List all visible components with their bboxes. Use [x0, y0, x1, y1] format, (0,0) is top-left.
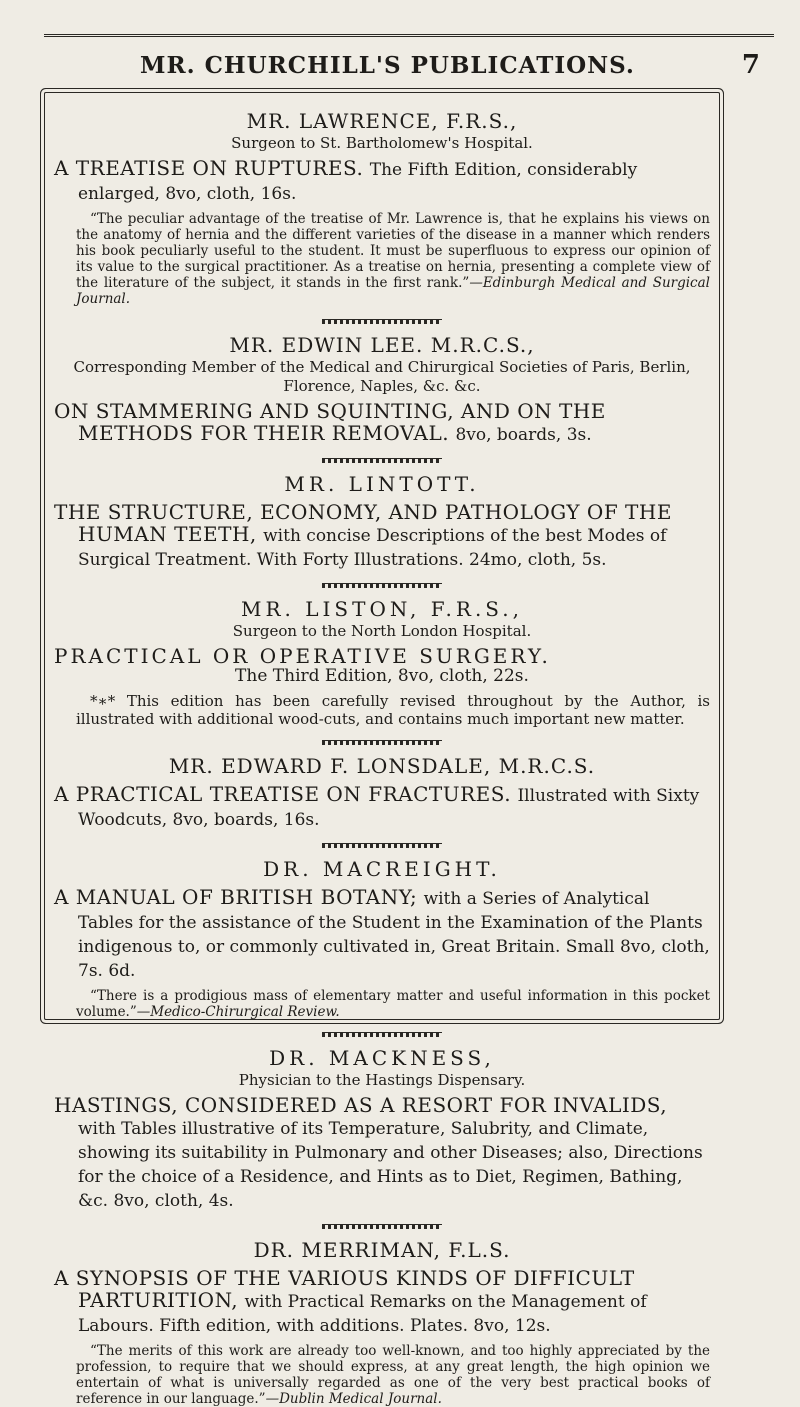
header-title: MR. CHURCHILL'S PUBLICATIONS.: [140, 52, 635, 79]
author-position: Corresponding Member of the Medical and Chirurgical Societies of Paris, Berlin, Florence, Naples, &c. &c.: [73, 358, 691, 395]
author-position: Physician to the Hastings Dispensary.: [238, 1071, 526, 1089]
book-title-main: A MANUAL OF BRITISH BOTANY;: [54, 885, 418, 909]
author-position: Surgeon to the North London Hospital.: [232, 622, 532, 640]
edition-note: *∗* This edition has been carefully revised throughout by the Author, is illustrated with additional wood-cuts, and contains much important new matter.: [76, 692, 710, 728]
book-title-main: A SYNOPSIS OF THE VARIOUS KINDS OF DIFFICULT PARTURITION,: [54, 1266, 635, 1312]
book-details: Illustrated with Sixty Woodcuts, 8vo, boards, 16s.: [78, 786, 700, 830]
book-title: [54, 400, 710, 446]
divider: [322, 740, 442, 745]
review-quote: [76, 988, 710, 1020]
entry-mackness: [54, 1045, 710, 1212]
author-name: DR. MACKNESS,: [269, 1046, 495, 1070]
entry-lawrence: [54, 108, 710, 307]
book-details: with a Series of Analytical Tables for the assistance of the Student in the Examination of the Plants indigenous to, or commonly cultivated in, Great Britain. Small 8vo, cloth, 7s. 6d.: [78, 889, 710, 981]
book-title-main: A TREATISE ON RUPTURES.: [54, 156, 364, 180]
book-title: [54, 157, 710, 205]
page-number: 7: [741, 50, 760, 80]
review-quote: [76, 1343, 710, 1407]
author-name: MR. EDWIN LEE. M.R.C.S.,: [229, 333, 535, 357]
entry-macreight: [54, 856, 710, 1020]
divider: [322, 458, 442, 463]
entry-lonsdale: [54, 753, 710, 831]
author-name: DR. MERRIMAN, F.L.S.: [253, 1238, 511, 1262]
quote-source: —Edinburgh Medical and Surgical Journal.: [76, 275, 710, 307]
quote-text: “There is a prodigious mass of elementary matter and useful information in this pocket volume.”: [76, 988, 710, 1020]
author-name: MR. LISTON, F.R.S.,: [240, 597, 524, 621]
book-title: [54, 1094, 710, 1212]
book-title: [54, 645, 710, 667]
book-title-main: HASTINGS, CONSIDERED AS A RESORT FOR INVALIDS,: [54, 1093, 668, 1117]
book-title-main: A PRACTICAL TREATISE ON FRACTURES.: [54, 782, 512, 806]
author-name: MR. EDWARD F. LONSDALE, M.R.C.S.: [168, 754, 596, 778]
entry-liston: [54, 596, 710, 728]
book-details: The Third Edition, 8vo, cloth, 22s.: [235, 666, 529, 686]
author-name: MR. LINTOTT.: [284, 472, 480, 496]
content: [54, 108, 710, 1407]
quote-text: “The merits of this work are already too well-known, and too highly appreciated by the profession, to require that we should express, at any great length, the high opinion we entertain of what is universally regarded as one of the very best practical books of reference in our language.”: [76, 1343, 710, 1407]
entry-lee: [54, 332, 710, 446]
book-title-main: PRACTICAL OR OPERATIVE SURGERY.: [54, 644, 551, 668]
book-title-main: ON STAMMERING AND SQUINTING, AND ON THE METHODS FOR THEIR REMOVAL.: [54, 399, 606, 445]
book-details: with Practical Remarks on the Management of Labours. Fifth edition, with additions. Plates. 8vo, 12s.: [78, 1292, 647, 1336]
entry-lintott: [54, 471, 710, 571]
entry-merriman: [54, 1237, 710, 1407]
divider: [322, 583, 442, 588]
page-header: [60, 50, 760, 90]
book-title-main: THE STRUCTURE, ECONOMY, AND PATHOLOGY OF THE HUMAN TEETH,: [54, 500, 672, 546]
book-details: with concise Descriptions of the best Modes of Surgical Treatment. With Forty Illustrations. 24mo, cloth, 5s.: [78, 526, 667, 570]
book-title: [54, 1267, 710, 1337]
divider: [322, 319, 442, 324]
book-details: The Fifth Edition, considerably enlarged, 8vo, cloth, 16s.: [78, 160, 638, 204]
book-details: with Tables illustrative of its Temperature, Salubrity, and Climate, showing its suitability in Pulmonary and other Diseases; also, Directions for the choice of a Residence, and Hints as to Diet, Regimen, Bathing, &c. 8vo, cloth, 4s.: [78, 1119, 703, 1211]
book-title: [54, 501, 710, 571]
review-quote: [76, 211, 710, 307]
quote-source: —Medico-Chirurgical Review.: [136, 1004, 340, 1020]
quote-source: —Dublin Medical Journal.: [265, 1391, 442, 1407]
divider: [322, 1224, 442, 1229]
divider: [322, 1032, 442, 1037]
divider: [322, 843, 442, 848]
author-name: DR. MACREIGHT.: [263, 857, 501, 881]
book-details: 8vo, boards, 3s.: [455, 425, 592, 445]
author-position: Surgeon to St. Bartholomew's Hospital.: [231, 134, 533, 152]
book-title: [54, 886, 710, 982]
quote-text: “The peculiar advantage of the treatise of Mr. Lawrence is, that he explains his views on the anatomy of hernia and the different varieties of the disease in a manner which renders his book peculiarly useful to the student. It must be superfluous to express our opinion of its value to the surgical practitioner. As a treatise on hernia, presenting a complete view of the literature of the subject, it stands in the first rank.”: [76, 211, 710, 291]
book-title: [54, 783, 710, 831]
author-name: MR. LAWRENCE, F.R.S.,: [246, 109, 518, 133]
top-rule: [44, 34, 774, 41]
